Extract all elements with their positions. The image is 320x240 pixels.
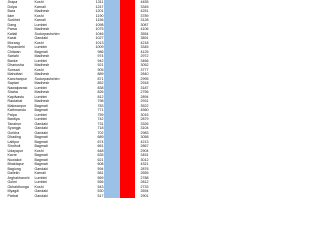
name-cell[interactable]: Baglung bbox=[7, 167, 34, 172]
name-cell[interactable]: Nuwakot bbox=[7, 158, 34, 163]
name-cell[interactable]: Morang bbox=[7, 41, 34, 46]
value1-cell[interactable]: 543 bbox=[77, 185, 104, 190]
name-cell[interactable]: Dang bbox=[7, 23, 34, 28]
value4-cell[interactable]: 3451 bbox=[135, 153, 149, 158]
value1-cell[interactable]: 1201 bbox=[77, 9, 104, 14]
category-cell[interactable]: Madhesh bbox=[34, 90, 77, 95]
value1-cell[interactable]: 702 bbox=[77, 131, 104, 136]
value1-cell[interactable]: 718 bbox=[77, 126, 104, 131]
value4-cell[interactable]: 3777 bbox=[135, 68, 149, 73]
value4-cell[interactable]: 3015 bbox=[135, 113, 149, 118]
value1-cell[interactable]: 783 bbox=[77, 104, 104, 109]
category-cell[interactable]: Koshi bbox=[34, 68, 77, 73]
name-cell[interactable]: Dolpa bbox=[7, 5, 34, 10]
name-cell[interactable]: Makwanpur bbox=[7, 104, 34, 109]
name-cell[interactable]: Siraha bbox=[7, 90, 34, 95]
category-cell[interactable]: Karnali bbox=[34, 18, 77, 23]
category-cell[interactable]: Sudurpashchim bbox=[34, 77, 77, 82]
name-cell[interactable]: Kathmandu bbox=[7, 108, 34, 113]
category-cell[interactable]: Gandaki bbox=[34, 36, 77, 41]
value4-cell[interactable]: 3058 bbox=[135, 135, 149, 140]
value1-cell[interactable]: 1046 bbox=[77, 32, 104, 37]
category-cell[interactable]: Bagmati bbox=[34, 144, 77, 149]
value4-cell[interactable]: 3104 bbox=[135, 126, 149, 131]
category-cell[interactable]: Koshi bbox=[34, 14, 77, 19]
value4-cell[interactable]: 3522 bbox=[135, 104, 149, 109]
value4-cell[interactable]: 3345 bbox=[135, 45, 149, 50]
value1-cell[interactable]: 759 bbox=[77, 113, 104, 118]
value1-cell[interactable]: 771 bbox=[77, 108, 104, 113]
value1-cell[interactable]: 1075 bbox=[77, 27, 104, 32]
value4-cell[interactable]: 3087 bbox=[135, 23, 149, 28]
value1-cell[interactable]: 517 bbox=[77, 194, 104, 199]
value4-cell[interactable]: 3345 bbox=[135, 5, 149, 10]
value4-cell[interactable]: 2812 bbox=[135, 180, 149, 185]
value1-cell[interactable]: 852 bbox=[77, 81, 104, 86]
value3-cell[interactable] bbox=[120, 194, 135, 199]
name-cell[interactable]: Arghakhanchi bbox=[7, 176, 34, 181]
spreadsheet bbox=[0, 0, 149, 198]
value4-cell[interactable]: 4560 bbox=[135, 108, 149, 113]
name-cell[interactable]: Kaski bbox=[7, 36, 34, 41]
name-cell[interactable]: Myagdi bbox=[7, 189, 34, 194]
value4-cell[interactable]: 4455 bbox=[135, 0, 149, 5]
name-cell[interactable]: Mahottari bbox=[7, 72, 34, 77]
category-cell[interactable]: Koshi bbox=[34, 41, 77, 46]
name-cell[interactable]: Sunsari bbox=[7, 68, 34, 73]
category-cell[interactable]: Madhesh bbox=[34, 63, 77, 68]
value4-cell[interactable]: 3554 bbox=[135, 32, 149, 37]
name-cell[interactable]: Bhaktapur bbox=[7, 162, 34, 167]
category-cell[interactable]: Bagmati bbox=[34, 135, 77, 140]
name-cell[interactable]: Okhaldhunga bbox=[7, 185, 34, 190]
category-cell[interactable]: Lumbini bbox=[34, 180, 77, 185]
category-cell[interactable]: Madhesh bbox=[34, 9, 77, 14]
value4-cell[interactable]: 4321 bbox=[135, 162, 149, 167]
name-cell[interactable]: Bara bbox=[7, 9, 34, 14]
category-cell[interactable]: Bagmati bbox=[34, 50, 77, 55]
category-cell[interactable]: Lumbini bbox=[34, 45, 77, 50]
value4-cell[interactable]: 3789 bbox=[135, 14, 149, 19]
value4-cell[interactable]: 2756 bbox=[135, 90, 149, 95]
value4-cell[interactable]: 2972 bbox=[135, 54, 149, 59]
category-cell[interactable]: Lumbini bbox=[34, 86, 77, 91]
category-cell[interactable]: Bagmati bbox=[34, 158, 77, 163]
name-cell[interactable]: Gulmi bbox=[7, 180, 34, 185]
value4-cell[interactable]: 2995 bbox=[135, 77, 149, 82]
value1-cell[interactable]: 661 bbox=[77, 144, 104, 149]
value4-cell[interactable]: 3128 bbox=[135, 18, 149, 23]
value4-cell[interactable]: 3891 bbox=[135, 36, 149, 41]
value1-cell[interactable]: 826 bbox=[77, 90, 104, 95]
name-cell[interactable]: Parbat bbox=[7, 194, 34, 199]
name-cell[interactable]: Banke bbox=[7, 59, 34, 64]
value4-cell[interactable]: 2733 bbox=[135, 185, 149, 190]
category-cell[interactable]: Koshi bbox=[34, 0, 77, 5]
name-cell[interactable]: Dhanusha bbox=[7, 63, 34, 68]
category-cell[interactable]: Madhesh bbox=[34, 27, 77, 32]
value4-cell[interactable]: 3052 bbox=[135, 63, 149, 68]
value4-cell[interactable]: 2983 bbox=[135, 131, 149, 136]
category-cell[interactable]: Lumbini bbox=[34, 23, 77, 28]
table-row bbox=[0, 194, 149, 199]
value1-cell[interactable]: 1190 bbox=[77, 14, 104, 19]
value1-cell[interactable]: 556 bbox=[77, 180, 104, 185]
name-cell[interactable]: Sarlahi bbox=[7, 54, 34, 59]
name-cell[interactable]: Rupandehi bbox=[7, 45, 34, 50]
value4-cell[interactable]: 2931 bbox=[135, 99, 149, 104]
value1-cell[interactable]: 1098 bbox=[77, 23, 104, 28]
name-cell[interactable]: Kavre bbox=[7, 153, 34, 158]
value4-cell[interactable]: 2788 bbox=[135, 176, 149, 181]
value4-cell[interactable]: 2894 bbox=[135, 95, 149, 100]
category-cell[interactable]: Bagmati bbox=[34, 108, 77, 113]
value1-cell[interactable]: 1311 bbox=[77, 0, 104, 5]
name-cell[interactable]: Saptari bbox=[7, 81, 34, 86]
value1-cell[interactable]: 530 bbox=[77, 189, 104, 194]
category-cell[interactable]: Lumbini bbox=[34, 113, 77, 118]
row-number-cell[interactable] bbox=[0, 194, 7, 199]
value1-cell[interactable]: 731 bbox=[77, 122, 104, 127]
value1-cell[interactable]: 569 bbox=[77, 176, 104, 181]
category-cell[interactable]: Gandaki bbox=[34, 122, 77, 127]
value1-cell[interactable]: 674 bbox=[77, 140, 104, 145]
name-cell[interactable]: Jhapa bbox=[7, 0, 34, 5]
value1-cell[interactable]: 635 bbox=[77, 153, 104, 158]
value4-cell[interactable]: 4106 bbox=[135, 27, 149, 32]
name-cell[interactable]: Chitwan bbox=[7, 50, 34, 55]
value4-cell[interactable]: 3012 bbox=[135, 158, 149, 163]
name-cell[interactable]: Gorkha bbox=[7, 131, 34, 136]
value1-cell[interactable]: 581 bbox=[77, 171, 104, 176]
value1-cell[interactable]: 1027 bbox=[77, 36, 104, 41]
value1-cell[interactable]: 838 bbox=[77, 86, 104, 91]
value4-cell[interactable]: 3466 bbox=[135, 59, 149, 64]
category-cell[interactable]: Bagmati bbox=[34, 153, 77, 158]
category-cell[interactable]: Madhesh bbox=[34, 99, 77, 104]
value1-cell[interactable]: 921 bbox=[77, 63, 104, 68]
category-cell[interactable]: Madhesh bbox=[34, 81, 77, 86]
name-cell[interactable]: Kailali bbox=[7, 32, 34, 37]
value4-cell[interactable]: 2840 bbox=[135, 72, 149, 77]
category-cell[interactable]: Bagmati bbox=[34, 162, 77, 167]
value1-cell[interactable]: 871 bbox=[77, 77, 104, 82]
category-cell[interactable]: Madhesh bbox=[34, 54, 77, 59]
category-cell[interactable]: Bagmati bbox=[34, 104, 77, 109]
name-cell[interactable]: Lalitpur bbox=[7, 140, 34, 145]
category-cell[interactable]: Gandaki bbox=[34, 126, 77, 131]
category-cell[interactable]: Madhesh bbox=[34, 72, 77, 77]
value4-cell[interactable]: 4218 bbox=[135, 41, 149, 46]
name-cell[interactable]: Bardiya bbox=[7, 117, 34, 122]
value1-cell[interactable]: 986 bbox=[77, 50, 104, 55]
category-cell[interactable]: Lumbini bbox=[34, 95, 77, 100]
name-cell[interactable]: Dhading bbox=[7, 135, 34, 140]
value4-cell[interactable]: 4125 bbox=[135, 50, 149, 55]
name-cell[interactable]: Syangja bbox=[7, 126, 34, 131]
category-cell[interactable]: Karnali bbox=[34, 5, 77, 10]
category-cell[interactable]: Karnali bbox=[34, 171, 77, 176]
category-cell[interactable]: Gandaki bbox=[34, 131, 77, 136]
category-cell[interactable]: Gandaki bbox=[34, 189, 77, 194]
value1-cell[interactable]: 974 bbox=[77, 54, 104, 59]
value1-cell[interactable]: 889 bbox=[77, 72, 104, 77]
value1-cell[interactable]: 594 bbox=[77, 167, 104, 172]
value4-cell[interactable]: 2904 bbox=[135, 149, 149, 154]
category-cell[interactable]: Lumbini bbox=[34, 176, 77, 181]
value4-cell[interactable]: 2867 bbox=[135, 144, 149, 149]
name-cell[interactable]: Udayapur bbox=[7, 149, 34, 154]
value4-cell[interactable]: 2879 bbox=[135, 117, 149, 122]
name-cell[interactable]: Ilam bbox=[7, 14, 34, 19]
value1-cell[interactable]: 689 bbox=[77, 135, 104, 140]
value4-cell[interactable]: 2918 bbox=[135, 81, 149, 86]
value1-cell[interactable]: 905 bbox=[77, 68, 104, 73]
name-cell[interactable]: Parsa bbox=[7, 27, 34, 32]
value1-cell[interactable]: 942 bbox=[77, 59, 104, 64]
value1-cell[interactable]: 812 bbox=[77, 95, 104, 100]
value4-cell[interactable]: 3187 bbox=[135, 86, 149, 91]
category-cell[interactable]: Bagmati bbox=[34, 140, 77, 145]
value4-cell[interactable]: 2694 bbox=[135, 189, 149, 194]
value1-cell[interactable]: 742 bbox=[77, 117, 104, 122]
name-cell[interactable]: Sindhuli bbox=[7, 144, 34, 149]
value4-cell[interactable]: 4251 bbox=[135, 9, 149, 14]
category-cell[interactable]: Gandaki bbox=[34, 167, 77, 172]
value4-cell[interactable]: 3326 bbox=[135, 122, 149, 127]
name-cell[interactable]: Kapilvastu bbox=[7, 95, 34, 100]
category-cell[interactable]: Sudurpashchim bbox=[34, 32, 77, 37]
value2-cell[interactable] bbox=[104, 194, 120, 199]
value4-cell[interactable]: 2655 bbox=[135, 171, 149, 176]
value1-cell[interactable]: 1013 bbox=[77, 41, 104, 46]
value1-cell[interactable]: 621 bbox=[77, 158, 104, 163]
name-cell[interactable]: Surkhet bbox=[7, 18, 34, 23]
value1-cell[interactable]: 1156 bbox=[77, 18, 104, 23]
value1-cell[interactable]: 608 bbox=[77, 162, 104, 167]
category-cell[interactable]: Gandaki bbox=[34, 194, 77, 199]
name-cell[interactable]: Dailekh bbox=[7, 171, 34, 176]
category-cell[interactable]: Koshi bbox=[34, 185, 77, 190]
category-cell[interactable]: Koshi bbox=[34, 149, 77, 154]
value1-cell[interactable]: 1009 bbox=[77, 45, 104, 50]
value1-cell[interactable]: 1247 bbox=[77, 5, 104, 10]
category-cell[interactable]: Lumbini bbox=[34, 59, 77, 64]
value4-cell[interactable]: 2901 bbox=[135, 194, 149, 199]
value1-cell[interactable]: 648 bbox=[77, 149, 104, 154]
name-cell[interactable]: Kanchanpur bbox=[7, 77, 34, 82]
name-cell[interactable]: Palpa bbox=[7, 113, 34, 118]
category-cell[interactable]: Lumbini bbox=[34, 117, 77, 122]
name-cell[interactable]: Tanahun bbox=[7, 122, 34, 127]
value4-cell[interactable]: 4213 bbox=[135, 140, 149, 145]
value4-cell[interactable]: 2876 bbox=[135, 167, 149, 172]
name-cell[interactable]: Rautahat bbox=[7, 99, 34, 104]
value1-cell[interactable]: 798 bbox=[77, 99, 104, 104]
name-cell[interactable]: Nawalparasi bbox=[7, 86, 34, 91]
